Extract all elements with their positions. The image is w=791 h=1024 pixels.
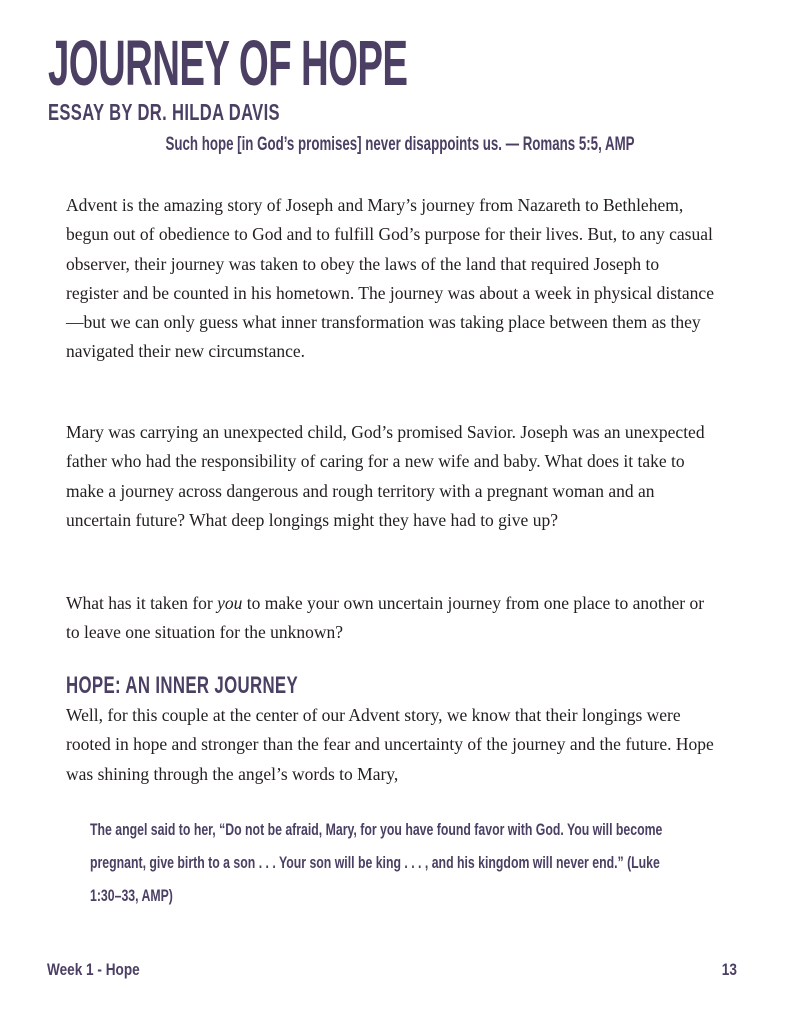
footer-page-number: 13 [721,960,737,979]
scripture-blockquote-luke: The angel said to her, “Do not be afraid, Mary, for you have found favor with God. You will become pregnant, give birth to a son . . . Your son will be king . . . , and his kingdom will never end.” (Luke 1:30–33, AMP) [90,821,663,905]
paragraph-mary-joseph: Mary was carrying an unexpected child, God’s promised Savior. Joseph was an unexpected father who had the responsibility of caring for a new wife and baby. What does it take to make a journey across dangerous and rough territory with a pregnant woman and an uncertain future? What deep longings might they have had to give up? [66,422,705,530]
epigraph-row [9,134,791,156]
page-footer [47,960,737,980]
section-heading-hope-inner-journey: HOPE: AN INNER JOURNEY [66,672,299,699]
paragraph-reflection-question [66,589,714,648]
epigraph-scripture-verse: Such hope [in God’s promises] never disappoints us. — Romans 5:5, AMP [165,134,635,155]
page-title: JOURNEY OF HOPE [48,27,408,99]
p3-text-before: What has it taken for [66,593,218,613]
paragraph-advent-journey: Advent is the amazing story of Joseph and Mary’s journey from Nazareth to Bethlehem, begun out of obedience to God and to fulfill God’s purpose for their lives. But, to any casual observer, their journey was taken to obey the laws of the land that required Joseph to register and be counted in his hometown. The journey was about a week in physical distance—but we can only guess what inner transformation was taking place between them as they navigated their new circumstance. [66,195,714,362]
blockquote-wrap [90,814,690,913]
p3-text-after: to make your own uncertain journey from one place to another or to leave one situation for the unknown? [66,593,705,643]
paragraph-hope-rooted: Well, for this couple at the center of our Advent story, we know that their longings were rooted in hope and stronger than the fear and uncertainty of the journey and the future. Hope was shining through the angel’s words to Mary, [66,705,714,784]
essay-byline: ESSAY BY DR. HILDA DAVIS [48,99,280,125]
p3-emphasis-you: you [217,593,243,613]
footer-section-label: Week 1 - Hope [47,960,140,979]
